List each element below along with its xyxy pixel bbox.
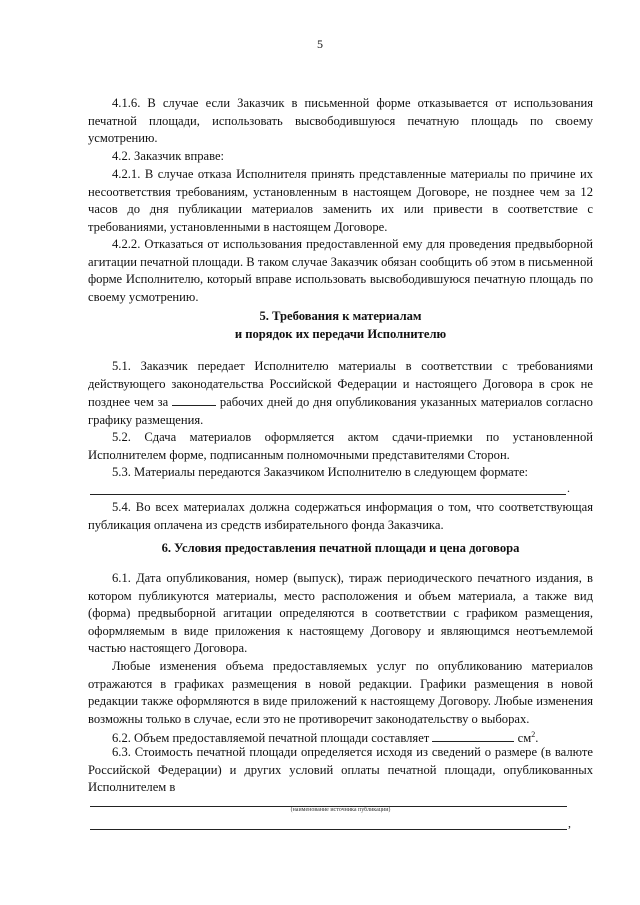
- clause-4-2-1: 4.2.1. В случае отказа Исполнителя принять представленные материалы по причине их несоответствия требованиям, установленным в настоящем Договоре, не позднее чем за 12 часов до дня публикации материалов заменить их или привести в соответствие с требованиями, установленными в настоящем Договоре.: [88, 167, 593, 234]
- format-blank-period: .: [567, 481, 570, 495]
- clause-6-1: 6.1. Дата опубликования, номер (выпуск), тираж периодического печатного издания, в котором публикуются материалы, место расположения и объем материала, а также вид (форма) предвыборной агитации определяются в соответствии с графиком размещения, оформляемым в виде приложения к настоящему Договору и являющимся неотъемлемой частью настоящего Договора.: [88, 571, 593, 656]
- clause-4-2-2: 4.2.2. Отказаться от использования предоставленной ему для проведения предвыборной агитации печатной площади. В таком случае Заказчик обязан сообщить об этом в письменной форме Исполнителю, который вправе использовать высвободившуюся печатную площадь по своему усмотрению.: [88, 237, 593, 304]
- clause-6-3: 6.3. Стоимость печатной площади определяется исходя из сведений о размере (в валюте Российской Федерации) и других условий оплаты печатной площади, опубликованных Исполнителем в: [88, 745, 593, 795]
- clause-5-1-text-start: 5.1. Заказчик передает Исполнителю материалы в соответствии с требованиями действующего законодательства Российской Федерации и настоящего Договора в срок не позднее чем за: [88, 359, 593, 410]
- unit-cm: см: [517, 731, 532, 746]
- clause-5-1-text-end: рабочих дней до дня опубликования указанных материалов согласно графику размещения.: [88, 395, 593, 427]
- days-blank: [172, 393, 216, 406]
- format-blank-line: [90, 494, 566, 495]
- clause-6-1-changes: Любые изменения объема предоставляемых услуг по опубликованию материалов отражаются в графиках размещения в новой редакции. Графики размещения в новой редакции также оформляются в виде приложений к настоящему Договору. Любые изменения возможны только в случае, если это не противоречит законодательству о выборах.: [88, 659, 593, 726]
- clause-6-2-text: 6.2. Объем предоставляемой печатной площади составляет: [112, 731, 430, 746]
- clause-5-3: 5.3. Материалы передаются Заказчиком Исполнителю в следующем формате:: [112, 465, 529, 479]
- clause-5-2: 5.2. Сдача материалов оформляется актом сдачи-приемки по установленной Исполнителем форме, подписанным полномочными представителями Сторон.: [88, 430, 593, 462]
- final-comma: ,: [568, 816, 571, 830]
- clause-5-4: 5.4. Во всех материалах должна содержаться информация о том, что соответствующая публикация оплачена из средств избирательного фонда Заказчика.: [88, 500, 593, 532]
- clause-4-2: 4.2. Заказчик вправе:: [112, 149, 225, 163]
- section-5-heading-line2: и порядок их передачи Исполнителю: [234, 327, 447, 341]
- page-number: 5: [317, 37, 323, 51]
- section-5-heading-line1: 5. Требования к материалам: [259, 309, 422, 323]
- source-caption: (наименование источника публикации): [290, 807, 391, 813]
- source-blank-line-2: [90, 829, 567, 830]
- section-6-heading: 6. Условия предоставления печатной площади и цена договора: [161, 541, 520, 555]
- unit-exponent: 2: [531, 730, 536, 739]
- clause-6-2-period: .: [535, 731, 539, 746]
- area-blank: [432, 729, 514, 742]
- clause-4-1-6: 4.1.6. В случае если Заказчик в письменной форме отказывается от использования печатной площади, использовать высвободившуюся печатную площадь по своему усмотрению.: [88, 96, 593, 146]
- clause-5-1: [88, 358, 593, 429]
